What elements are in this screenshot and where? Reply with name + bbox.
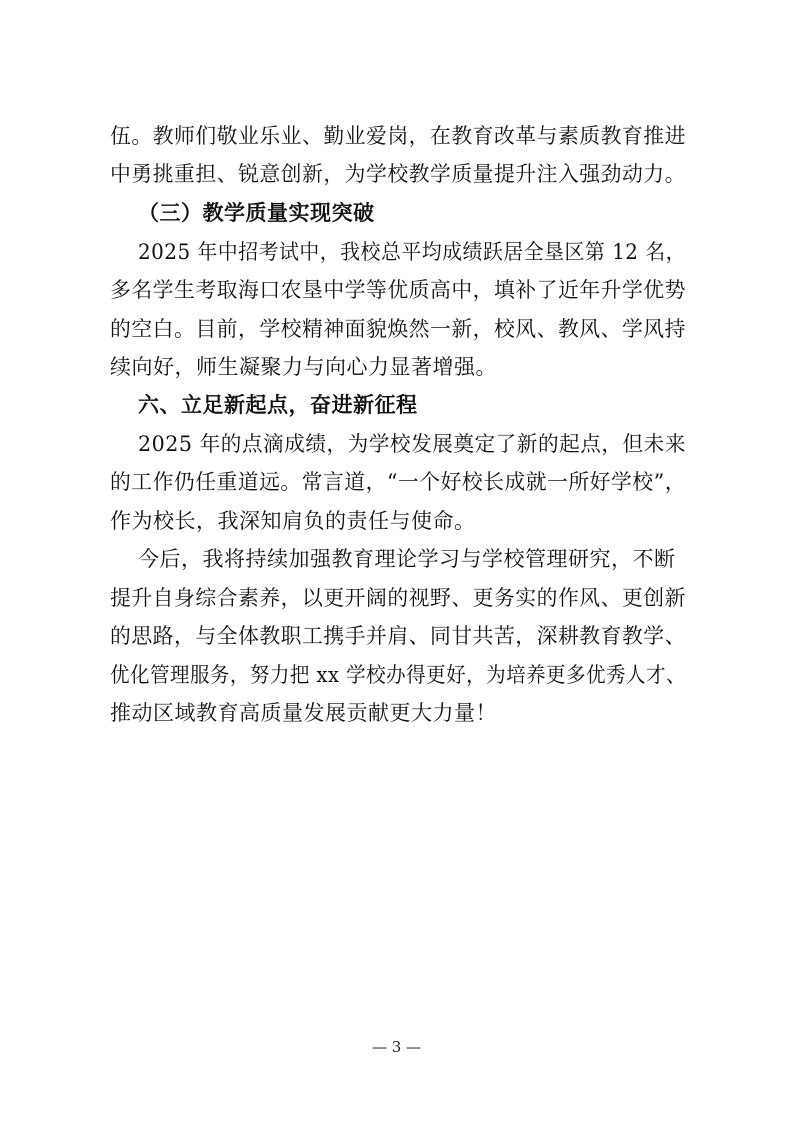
paragraph-line: [110, 315, 793, 343]
line-text: 续向好，师生凝聚力与向心力显著增强。: [110, 355, 497, 379]
line-text: 今后，我将持续加强教育理论学习与学校管理研究，不断: [138, 547, 676, 571]
paragraph-line: [110, 468, 793, 496]
line-text: 的工作仍任重道远。常言道，“一个好校长成就一所好学校”，: [110, 470, 687, 494]
line-text: 的思路，与全体教职工携手并肩、同甘共苦，深耕教育教学、: [110, 624, 686, 648]
section-heading-6: [138, 391, 793, 419]
paragraph-line: [110, 353, 793, 381]
line-text: 推动区域教育高质量发展贡献更大力量！: [110, 701, 497, 725]
paragraph-line: [110, 276, 793, 304]
heading-text: 六、立足新起点，奋进新征程: [138, 393, 418, 417]
line-text: 2025 年中招考试中，我校总平均成绩跃居全垦区第 12 名，: [138, 240, 687, 264]
paragraph-line: [110, 507, 793, 535]
line-text: 伍。教师们敬业乐业、勤业爱岗，在教育改革与素质教育推进: [110, 124, 686, 148]
line-text: 多名学生考取海口农垦中学等优质高中，填补了近年升学优势: [110, 278, 686, 302]
line-text: 中勇挑重担、锐意创新，为学校教学质量提升注入强劲动力。: [110, 162, 686, 186]
paragraph-line: [110, 122, 793, 150]
line-text: 作为校长，我深知肩负的责任与使命。: [110, 509, 476, 533]
paragraph-line: [138, 545, 793, 573]
page-number: — 3 —: [371, 1038, 422, 1056]
paragraph-line: [110, 661, 793, 689]
line-text: 优化管理服务，努力把 xx 学校办得更好，为培养更多优秀人才、: [110, 663, 686, 687]
heading-text: （三）教学质量实现突破: [138, 201, 375, 225]
paragraph-line: [110, 584, 793, 612]
paragraph-line: [110, 160, 793, 188]
paragraph-line: [110, 622, 793, 650]
line-text: 2025 年的点滴成绩，为学校发展奠定了新的起点，但未来: [138, 432, 686, 456]
line-text: 的空白。目前，学校精神面貌焕然一新，校风、教风、学风持: [110, 317, 686, 341]
line-text: 提升自身综合素养，以更开阔的视野、更务实的作风、更创新: [110, 586, 686, 610]
paragraph-line: [110, 699, 793, 727]
paragraph-line: [138, 238, 793, 266]
section-heading-3: [138, 199, 793, 227]
paragraph-line: [138, 430, 793, 458]
